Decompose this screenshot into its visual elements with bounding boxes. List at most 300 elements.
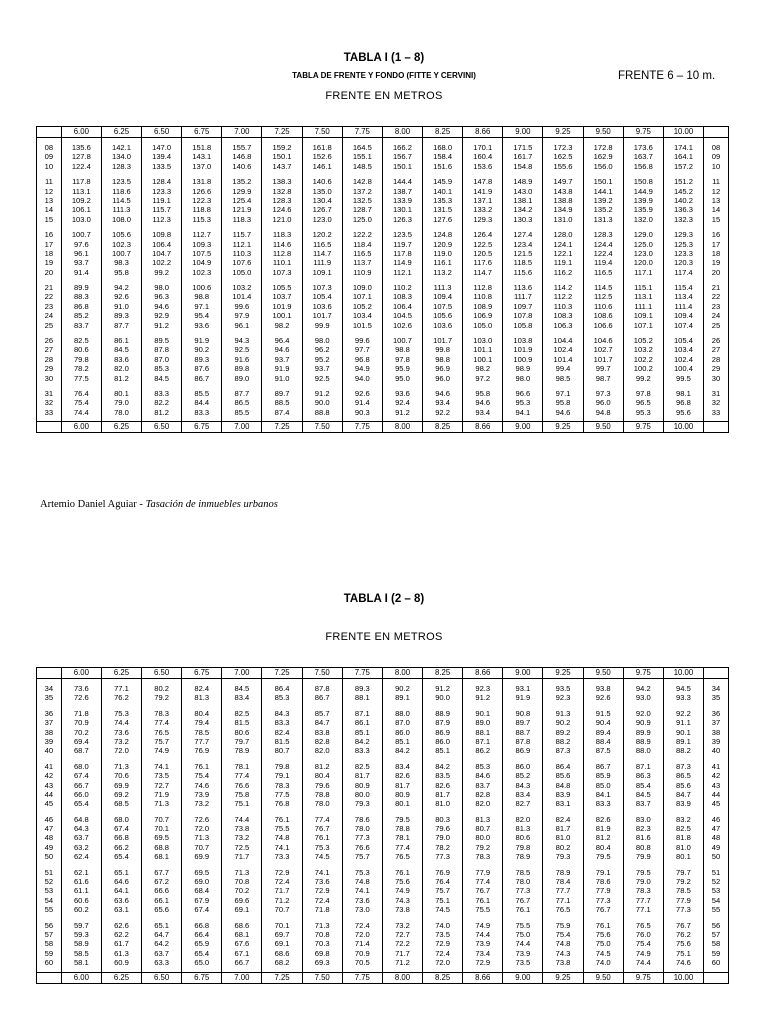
value-cell: 107.1 <box>623 322 663 331</box>
value-cell: 115.1 <box>623 284 663 293</box>
value-cell: 79.8 <box>262 763 302 772</box>
value-cell: 130.1 <box>382 206 422 215</box>
value-cell: 82.5 <box>342 763 382 772</box>
value-cell: 163.7 <box>623 153 663 162</box>
value-cell: 85.5 <box>222 409 262 418</box>
column-header: 9.25 <box>543 972 583 983</box>
value-cell: 78.8 <box>382 825 422 834</box>
value-cell: 146.1 <box>302 163 342 172</box>
value-cell: 85.1 <box>382 738 422 747</box>
fondo-label-left: 40 <box>37 747 62 756</box>
column-header: 7.25 <box>262 422 302 433</box>
table-row <box>37 719 729 728</box>
column-header: 6.00 <box>61 127 101 138</box>
corner-cell <box>37 972 62 983</box>
value-cell: 150.1 <box>583 178 623 187</box>
column-header: 6.00 <box>61 422 101 433</box>
table-row <box>37 729 729 738</box>
fondo-label-right: 40 <box>704 747 729 756</box>
value-cell: 70.7 <box>262 906 302 915</box>
value-cell: 110.3 <box>543 303 583 312</box>
value-cell: 90.2 <box>182 346 222 355</box>
value-cell: 168.0 <box>423 144 463 153</box>
column-header: 9.75 <box>623 422 663 433</box>
value-cell: 100.9 <box>503 356 543 365</box>
value-cell: 121.5 <box>503 250 543 259</box>
value-cell: 75.4 <box>61 399 101 408</box>
value-cell: 135.6 <box>61 144 101 153</box>
value-cell: 83.7 <box>61 322 101 331</box>
fondo-label-left: 24 <box>37 312 62 321</box>
value-cell: 74.8 <box>543 940 583 949</box>
value-cell: 84.3 <box>262 710 302 719</box>
value-cell: 81.2 <box>142 409 182 418</box>
header-row <box>37 422 729 433</box>
value-cell: 152.6 <box>302 153 342 162</box>
value-cell: 81.2 <box>583 834 623 843</box>
value-cell: 102.4 <box>543 346 583 355</box>
value-cell: 125.0 <box>623 241 663 250</box>
value-cell: 107.4 <box>663 322 703 331</box>
value-cell: 78.3 <box>623 887 663 896</box>
value-cell: 80.1 <box>101 390 141 399</box>
value-cell: 91.2 <box>302 390 342 399</box>
value-cell: 78.3 <box>463 853 503 862</box>
column-header: 9.75 <box>623 972 663 983</box>
value-cell: 135.0 <box>302 188 342 197</box>
value-cell: 75.1 <box>663 950 703 959</box>
value-cell: 70.8 <box>302 931 342 940</box>
table-row <box>37 284 729 293</box>
value-cell: 114.9 <box>382 259 422 268</box>
value-cell: 59.3 <box>61 931 101 940</box>
value-cell: 97.9 <box>222 312 262 321</box>
fondo-label-left: 51 <box>37 869 62 878</box>
value-cell: 70.7 <box>182 844 222 853</box>
value-cell: 74.1 <box>262 844 302 853</box>
table-row <box>37 940 729 949</box>
value-cell: 65.6 <box>142 906 182 915</box>
fondo-label-right: 47 <box>704 825 729 834</box>
value-cell: 69.8 <box>302 950 342 959</box>
fondo-label-right: 08 <box>704 144 729 153</box>
column-header: 9.50 <box>583 972 623 983</box>
value-cell: 147.8 <box>463 178 503 187</box>
value-cell: 76.4 <box>61 390 101 399</box>
fondo-label-right: 09 <box>704 153 729 162</box>
column-header: 9.25 <box>543 422 583 433</box>
value-cell: 73.8 <box>382 906 422 915</box>
table2-grid <box>36 667 729 984</box>
value-cell: 95.8 <box>101 269 141 278</box>
value-cell: 87.1 <box>463 738 503 747</box>
value-cell: 106.3 <box>543 322 583 331</box>
value-cell: 114.5 <box>101 197 141 206</box>
value-cell: 105.6 <box>423 312 463 321</box>
value-cell: 94.2 <box>623 685 663 694</box>
value-cell: 71.3 <box>222 869 262 878</box>
table-row <box>37 685 729 694</box>
value-cell: 82.7 <box>503 800 543 809</box>
value-cell: 97.1 <box>543 390 583 399</box>
fondo-label-right: 28 <box>704 356 729 365</box>
value-cell: 143.8 <box>543 188 583 197</box>
value-cell: 81.2 <box>302 763 342 772</box>
value-cell: 79.8 <box>61 356 101 365</box>
column-header: 8.00 <box>382 127 422 138</box>
fondo-label-right: 29 <box>704 365 729 374</box>
table-row <box>37 216 729 225</box>
value-cell: 82.0 <box>463 800 503 809</box>
value-cell: 120.3 <box>663 259 703 268</box>
value-cell: 62.1 <box>61 869 101 878</box>
value-cell: 109.8 <box>142 231 182 240</box>
value-cell: 110.9 <box>342 269 382 278</box>
fondo-label-left: 23 <box>37 303 62 312</box>
value-cell: 69.1 <box>222 906 262 915</box>
value-cell: 115.4 <box>663 284 703 293</box>
fondo-label-right: 11 <box>704 178 729 187</box>
fondo-label-left: 28 <box>37 356 62 365</box>
value-cell: 75.5 <box>463 906 503 915</box>
value-cell: 78.2 <box>61 365 101 374</box>
fondo-label-right: 19 <box>704 259 729 268</box>
value-cell: 70.9 <box>342 950 382 959</box>
value-cell: 89.4 <box>583 729 623 738</box>
column-header: 6.25 <box>101 668 141 679</box>
value-cell: 72.4 <box>302 897 342 906</box>
value-cell: 161.8 <box>302 144 342 153</box>
value-cell: 58.1 <box>61 959 101 968</box>
value-cell: 117.6 <box>463 259 503 268</box>
column-header: 10.00 <box>663 422 703 433</box>
value-cell: 123.3 <box>663 250 703 259</box>
value-cell: 101.9 <box>503 346 543 355</box>
value-cell: 130.3 <box>503 216 543 225</box>
value-cell: 74.0 <box>583 959 623 968</box>
value-cell: 90.9 <box>623 719 663 728</box>
value-cell: 73.9 <box>463 940 503 949</box>
value-cell: 93.7 <box>61 259 101 268</box>
value-cell: 112.5 <box>583 293 623 302</box>
value-cell: 64.1 <box>101 887 141 896</box>
value-cell: 102.2 <box>623 356 663 365</box>
value-cell: 98.0 <box>142 284 182 293</box>
value-cell: 77.3 <box>503 887 543 896</box>
value-cell: 108.3 <box>382 293 422 302</box>
value-cell: 78.4 <box>543 878 583 887</box>
column-header: 8.25 <box>423 668 463 679</box>
value-cell: 76.1 <box>302 834 342 843</box>
value-cell: 89.8 <box>222 365 262 374</box>
value-cell: 87.6 <box>182 365 222 374</box>
value-cell: 132.5 <box>342 197 382 206</box>
value-cell: 128.3 <box>101 163 141 172</box>
value-cell: 126.6 <box>182 188 222 197</box>
value-cell: 78.5 <box>182 729 222 738</box>
value-cell: 92.0 <box>623 710 663 719</box>
value-cell: 73.2 <box>222 834 262 843</box>
value-cell: 92.6 <box>101 293 141 302</box>
value-cell: 110.8 <box>463 293 503 302</box>
value-cell: 96.8 <box>663 399 703 408</box>
table-row <box>37 694 729 703</box>
value-cell: 94.1 <box>503 409 543 418</box>
fondo-label-right: 59 <box>704 950 729 959</box>
value-cell: 71.9 <box>142 791 182 800</box>
value-cell: 65.4 <box>61 800 101 809</box>
value-cell: 90.4 <box>583 719 623 728</box>
value-cell: 100.7 <box>61 231 101 240</box>
table-row <box>37 869 729 878</box>
value-cell: 96.3 <box>142 293 182 302</box>
value-cell: 72.6 <box>61 694 101 703</box>
table-row <box>37 897 729 906</box>
value-cell: 88.4 <box>583 738 623 747</box>
value-cell: 80.4 <box>182 710 222 719</box>
value-cell: 68.8 <box>142 844 182 853</box>
value-cell: 95.6 <box>663 409 703 418</box>
column-header: 7.00 <box>222 127 262 138</box>
value-cell: 77.5 <box>262 791 302 800</box>
value-cell: 114.2 <box>543 284 583 293</box>
value-cell: 91.5 <box>583 710 623 719</box>
value-cell: 76.6 <box>222 782 262 791</box>
value-cell: 86.0 <box>423 738 463 747</box>
fondo-label-right: 41 <box>704 763 729 772</box>
value-cell: 126.4 <box>463 231 503 240</box>
value-cell: 86.9 <box>423 729 463 738</box>
value-cell: 89.1 <box>663 738 703 747</box>
value-cell: 111.9 <box>302 259 342 268</box>
fondo-label-left: 18 <box>37 250 62 259</box>
value-cell: 125.3 <box>663 241 703 250</box>
value-cell: 113.6 <box>503 284 543 293</box>
footer-citation <box>40 499 278 510</box>
column-header: 8.66 <box>463 422 503 433</box>
value-cell: 79.0 <box>623 878 663 887</box>
value-cell: 91.9 <box>503 694 543 703</box>
column-header: 7.75 <box>342 668 382 679</box>
value-cell: 127.8 <box>61 153 101 162</box>
value-cell: 81.6 <box>623 834 663 843</box>
value-cell: 154.8 <box>503 163 543 172</box>
value-cell: 79.3 <box>342 800 382 809</box>
table-row <box>37 853 729 862</box>
value-cell: 124.4 <box>583 241 623 250</box>
value-cell: 100.4 <box>663 365 703 374</box>
column-header: 7.25 <box>262 972 302 983</box>
column-header: 10.00 <box>663 127 703 138</box>
value-cell: 77.3 <box>423 853 463 862</box>
value-cell: 76.5 <box>623 922 663 931</box>
value-cell: 62.4 <box>61 853 101 862</box>
value-cell: 151.6 <box>423 163 463 172</box>
fondo-label-left: 43 <box>37 782 62 791</box>
value-cell: 96.0 <box>583 399 623 408</box>
value-cell: 172.8 <box>583 144 623 153</box>
value-cell: 72.7 <box>382 931 422 940</box>
fondo-label-right: 31 <box>704 390 729 399</box>
value-cell: 87.4 <box>262 409 302 418</box>
value-cell: 164.1 <box>663 153 703 162</box>
column-header: 6.75 <box>182 127 222 138</box>
value-cell: 71.7 <box>222 853 262 862</box>
value-cell: 76.2 <box>663 931 703 940</box>
fondo-label-left: 49 <box>37 844 62 853</box>
column-header: 6.75 <box>182 422 222 433</box>
value-cell: 118.4 <box>342 241 382 250</box>
value-cell: 135.3 <box>423 197 463 206</box>
value-cell: 86.8 <box>61 303 101 312</box>
value-cell: 90.2 <box>382 685 422 694</box>
fondo-label-right: 55 <box>704 906 729 915</box>
column-header: 9.75 <box>623 668 663 679</box>
value-cell: 99.2 <box>142 269 182 278</box>
table-row <box>37 825 729 834</box>
value-cell: 118.5 <box>503 259 543 268</box>
value-cell: 72.6 <box>182 816 222 825</box>
value-cell: 73.2 <box>101 738 141 747</box>
value-cell: 113.4 <box>663 293 703 302</box>
fondo-label-right: 23 <box>704 303 729 312</box>
value-cell: 75.7 <box>142 738 182 747</box>
value-cell: 140.6 <box>222 163 262 172</box>
value-cell: 74.3 <box>543 950 583 959</box>
value-cell: 105.4 <box>663 337 703 346</box>
value-cell: 94.0 <box>342 375 382 384</box>
value-cell: 138.3 <box>262 178 302 187</box>
value-cell: 108.0 <box>101 216 141 225</box>
value-cell: 105.6 <box>101 231 141 240</box>
value-cell: 69.2 <box>101 791 141 800</box>
value-cell: 72.5 <box>222 844 262 853</box>
column-header: 9.00 <box>503 972 543 983</box>
value-cell: 89.3 <box>342 685 382 694</box>
value-cell: 65.4 <box>182 950 222 959</box>
value-cell: 77.5 <box>61 375 101 384</box>
value-cell: 75.6 <box>583 931 623 940</box>
value-cell: 81.8 <box>663 834 703 843</box>
value-cell: 89.3 <box>101 312 141 321</box>
column-header: 6.00 <box>61 972 101 983</box>
value-cell: 74.4 <box>623 959 663 968</box>
corner-cell <box>704 422 729 433</box>
value-cell: 62.2 <box>101 931 141 940</box>
value-cell: 96.2 <box>302 346 342 355</box>
value-cell: 148.9 <box>503 178 543 187</box>
value-cell: 81.3 <box>182 694 222 703</box>
value-cell: 95.4 <box>182 312 222 321</box>
table-row <box>37 950 729 959</box>
fondo-label-left: 17 <box>37 241 62 250</box>
value-cell: 140.2 <box>663 197 703 206</box>
value-cell: 70.2 <box>222 887 262 896</box>
table-row <box>37 356 729 365</box>
value-cell: 60.2 <box>61 906 101 915</box>
value-cell: 64.7 <box>142 931 182 940</box>
value-cell: 73.2 <box>182 800 222 809</box>
value-cell: 84.1 <box>583 791 623 800</box>
value-cell: 75.9 <box>543 922 583 931</box>
value-cell: 105.0 <box>463 322 503 331</box>
footer-book: Tasación de inmuebles urbanos <box>145 499 278 510</box>
value-cell: 68.1 <box>142 853 182 862</box>
fondo-label-right: 12 <box>704 188 729 197</box>
value-cell: 73.3 <box>262 853 302 862</box>
value-cell: 109.7 <box>503 303 543 312</box>
value-cell: 135.2 <box>583 206 623 215</box>
value-cell: 97.3 <box>583 390 623 399</box>
value-cell: 138.1 <box>503 197 543 206</box>
value-cell: 84.8 <box>543 782 583 791</box>
value-cell: 86.4 <box>262 685 302 694</box>
value-cell: 67.4 <box>61 772 101 781</box>
column-header: 6.50 <box>142 422 182 433</box>
value-cell: 76.1 <box>463 897 503 906</box>
value-cell: 113.2 <box>423 269 463 278</box>
value-cell: 78.0 <box>503 878 543 887</box>
column-header: 9.50 <box>583 422 623 433</box>
corner-cell <box>37 127 62 138</box>
value-cell: 85.1 <box>342 729 382 738</box>
value-cell: 79.4 <box>182 719 222 728</box>
value-cell: 78.5 <box>663 887 703 896</box>
value-cell: 123.3 <box>142 188 182 197</box>
value-cell: 63.7 <box>142 950 182 959</box>
value-cell: 80.7 <box>463 825 503 834</box>
value-cell: 74.4 <box>222 816 262 825</box>
value-cell: 86.0 <box>503 763 543 772</box>
value-cell: 71.3 <box>142 800 182 809</box>
value-cell: 97.2 <box>463 375 503 384</box>
value-cell: 110.2 <box>382 284 422 293</box>
fondo-label-right: 43 <box>704 782 729 791</box>
value-cell: 103.2 <box>222 284 262 293</box>
value-cell: 150.1 <box>262 153 302 162</box>
value-cell: 73.8 <box>222 825 262 834</box>
value-cell: 63.2 <box>61 844 101 853</box>
fondo-label-left: 31 <box>37 390 62 399</box>
value-cell: 98.0 <box>302 337 342 346</box>
value-cell: 84.2 <box>382 747 422 756</box>
value-cell: 104.5 <box>382 312 422 321</box>
value-cell: 74.3 <box>382 897 422 906</box>
value-cell: 100.6 <box>182 284 222 293</box>
header-row <box>37 668 729 679</box>
value-cell: 128.0 <box>543 231 583 240</box>
value-cell: 109.2 <box>61 197 101 206</box>
value-cell: 82.6 <box>583 816 623 825</box>
value-cell: 143.1 <box>182 153 222 162</box>
table-row <box>37 791 729 800</box>
value-cell: 71.7 <box>382 950 422 959</box>
value-cell: 116.5 <box>342 250 382 259</box>
value-cell: 118.6 <box>101 188 141 197</box>
value-cell: 104.7 <box>142 250 182 259</box>
value-cell: 85.1 <box>423 747 463 756</box>
value-cell: 95.2 <box>302 356 342 365</box>
fondo-label-right: 42 <box>704 772 729 781</box>
value-cell: 74.6 <box>182 782 222 791</box>
value-cell: 71.3 <box>302 922 342 931</box>
value-cell: 75.5 <box>503 922 543 931</box>
value-cell: 110.3 <box>222 250 262 259</box>
value-cell: 68.0 <box>61 763 101 772</box>
value-cell: 89.5 <box>142 337 182 346</box>
value-cell: 72.0 <box>423 959 463 968</box>
value-cell: 67.6 <box>222 940 262 949</box>
